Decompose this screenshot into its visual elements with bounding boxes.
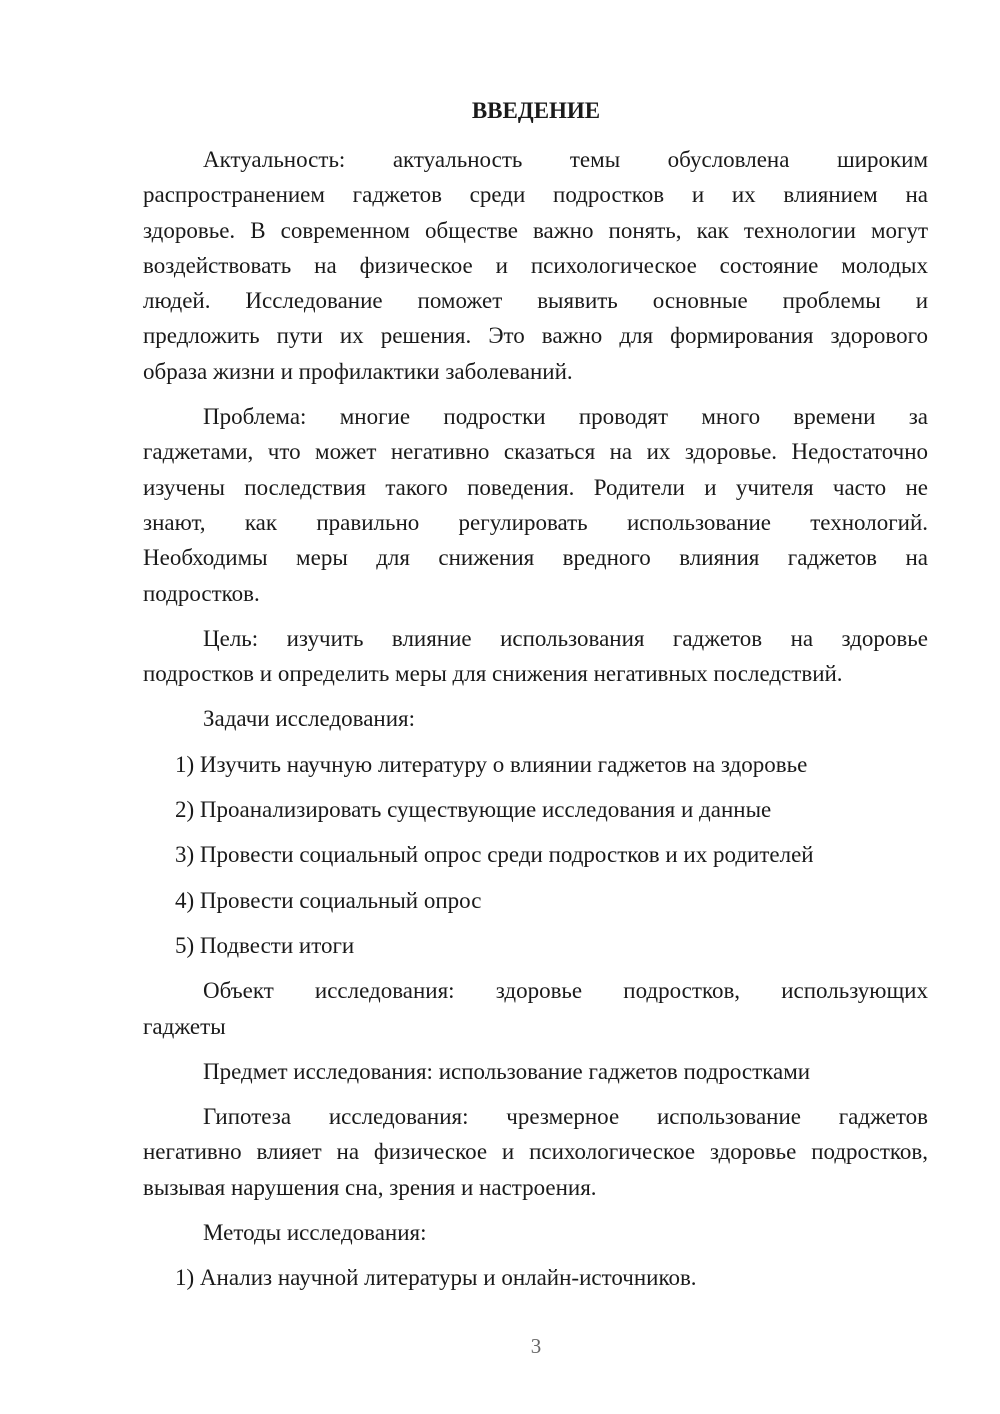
text-line: Проблема: многие подростки проводят много времени за [203,404,928,430]
text-line: воздействовать на физическое и психологическое состояние молодых [143,252,928,278]
subject-paragraph: Предмет исследования: использование гаджетов подростками [203,1058,811,1084]
goal-paragraph [143,621,928,692]
list-item: 1) Изучить научную литературу о влиянии гаджетов на здоровье [175,751,808,777]
text-line: Актуальность: актуальность темы обусловлена широким [203,147,928,172]
list-item: 2) Проанализировать существующие исследования и данные [175,797,772,823]
methods-list [143,1260,928,1295]
text-line: изучены последствия такого поведения. Родители и учителя часто не [143,474,928,500]
tasks-heading: Задачи исследования: [203,706,416,732]
text-line: подростков. [143,580,260,606]
list-item: 4) Провести социальный опрос [175,887,482,913]
page-title: ВВЕДЕНИЕ [471,98,601,123]
object-paragraph [143,973,928,1044]
text-line: знают, как правильно регулировать использование технологий. [143,509,928,535]
problem-paragraph [143,399,928,611]
text-line: вызывая нарушения сна, зрения и настроения. [143,1174,597,1200]
tasks-list [143,747,928,963]
text-line: Необходимы меры для снижения вредного влияния гаджетов на [143,545,928,571]
text-line: подростков и определить меры для снижения негативных последствий. [143,661,843,687]
text-line: Цель: изучить влияние использования гаджетов на здоровье [203,625,928,651]
text-line: Гипотеза исследования: чрезмерное использование гаджетов [203,1104,928,1130]
list-item: 5) Подвести итоги [175,932,355,958]
text-line: предложить пути их решения. Это важно для формирования здорового [143,323,928,349]
text-line: гаджеты [143,1013,226,1039]
list-item: 3) Провести социальный опрос среди подростков и их родителей [175,842,814,868]
page-number: 3 [530,1334,542,1358]
relevance-paragraph [143,142,928,389]
text-line: распространением гаджетов среди подростков и их влиянием на [143,182,928,208]
list-item: 1) Анализ научной литературы и онлайн-источников. [175,1265,697,1291]
methods-heading: Методы исследования: [203,1220,427,1246]
text-line: гаджетами, что может негативно сказаться на их здоровье. Недостаточно [143,439,928,465]
text-line: Объект исследования: здоровье подростков, использующих [203,978,928,1004]
hypothesis-paragraph [143,1099,928,1205]
text-line: образа жизни и профилактики заболеваний. [143,358,573,384]
text-line: людей. Исследование поможет выявить основные проблемы и [143,288,928,314]
text-line: негативно влияет на физическое и психологическое здоровье подростков, [143,1139,928,1165]
text-line: здоровье. В современном обществе важно понять, как технологии могут [143,217,928,243]
document-body [143,142,928,1296]
